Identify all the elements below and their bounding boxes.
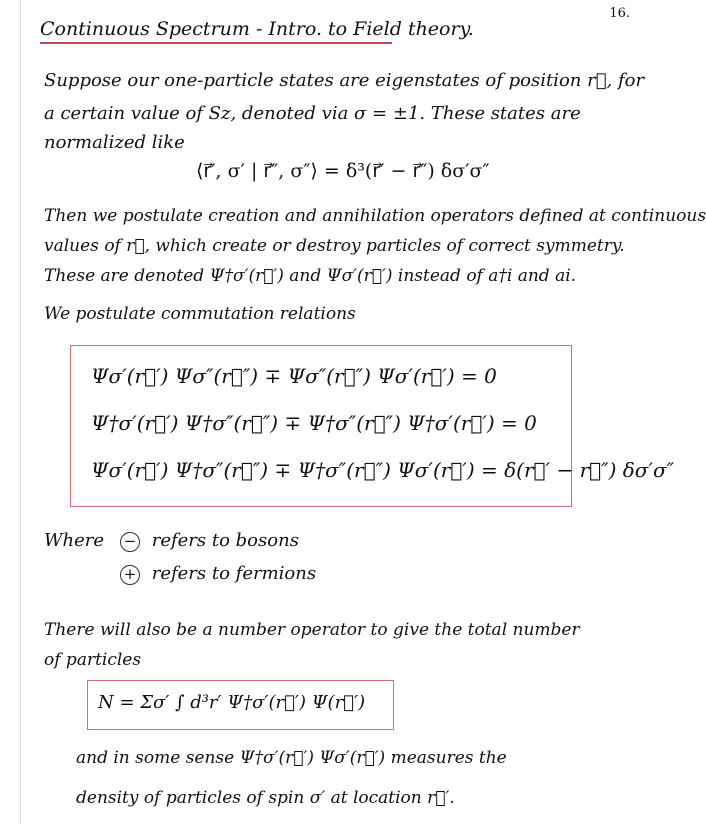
para2-line3: These are denoted Ψ†σ′(r⃗′) and Ψσ′(r⃗′) instead of a†i and ai. [44,266,577,286]
para2-line1: Then we postulate creation and annihilation operators defined at continuous [44,206,706,226]
para4-line1: and in some sense Ψ†σ′(r⃗′) Ψσ′(r⃗′) measures the [76,748,507,768]
fermion-note [120,563,316,585]
where-label: Where [44,530,105,551]
title-underline [40,42,392,44]
para4-line2: density of particles of spin σ′ at location r⃗′. [76,788,455,808]
commutator-box [70,345,675,507]
fermion-text: refers to fermions [151,563,317,584]
page-title: Continuous Spectrum - Intro. to Field theory. [40,18,474,40]
page-number: 16. [609,6,630,21]
para3-line2: of particles [44,650,142,670]
para2-line4: We postulate commutation relations [44,304,356,324]
plus-circle-icon: + [120,565,140,585]
minus-circle-icon: − [120,532,140,552]
para3-line1: There will also be a number operator to give the total number [44,620,580,640]
commutator-row-1: Ψσ′(r⃗′) Ψσ″(r⃗″) ∓ Ψσ″(r⃗″) Ψσ′(r⃗′) = 0 [91,364,497,388]
para1-line1: Suppose our one-particle states are eigenstates of position r⃗, for [44,70,645,91]
para2-line2: values of r⃗, which create or destroy particles of correct symmetry. [44,236,625,256]
page-margin-line [20,0,21,824]
para1-line2: a certain value of Sz, denoted via σ = ±1. These states are [44,103,581,124]
number-operator-equation: N = Σσ′ ∫ d³r′ Ψ†σ′(r⃗′) Ψ(r⃗′) [98,692,366,713]
para1-line3: normalized like [44,132,185,153]
normalization-equation: ⟨r⃗′, σ′ | r⃗″, σ″⟩ = δ³(r⃗′ − r⃗″) δσ′σ″ [196,160,490,182]
commutator-row-3: Ψσ′(r⃗′) Ψ†σ″(r⃗″) ∓ Ψ†σ″(r⃗″) Ψσ′(r⃗′) = δ(r⃗′ − r⃗″) δσ′σ″ [91,458,675,482]
number-operator-box [87,680,394,730]
boson-note [120,530,299,552]
commutator-row-2: Ψ†σ′(r⃗′) Ψ†σ″(r⃗″) ∓ Ψ†σ″(r⃗″) Ψ†σ′(r⃗′) = 0 [91,411,537,435]
boson-text: refers to bosons [151,530,299,551]
